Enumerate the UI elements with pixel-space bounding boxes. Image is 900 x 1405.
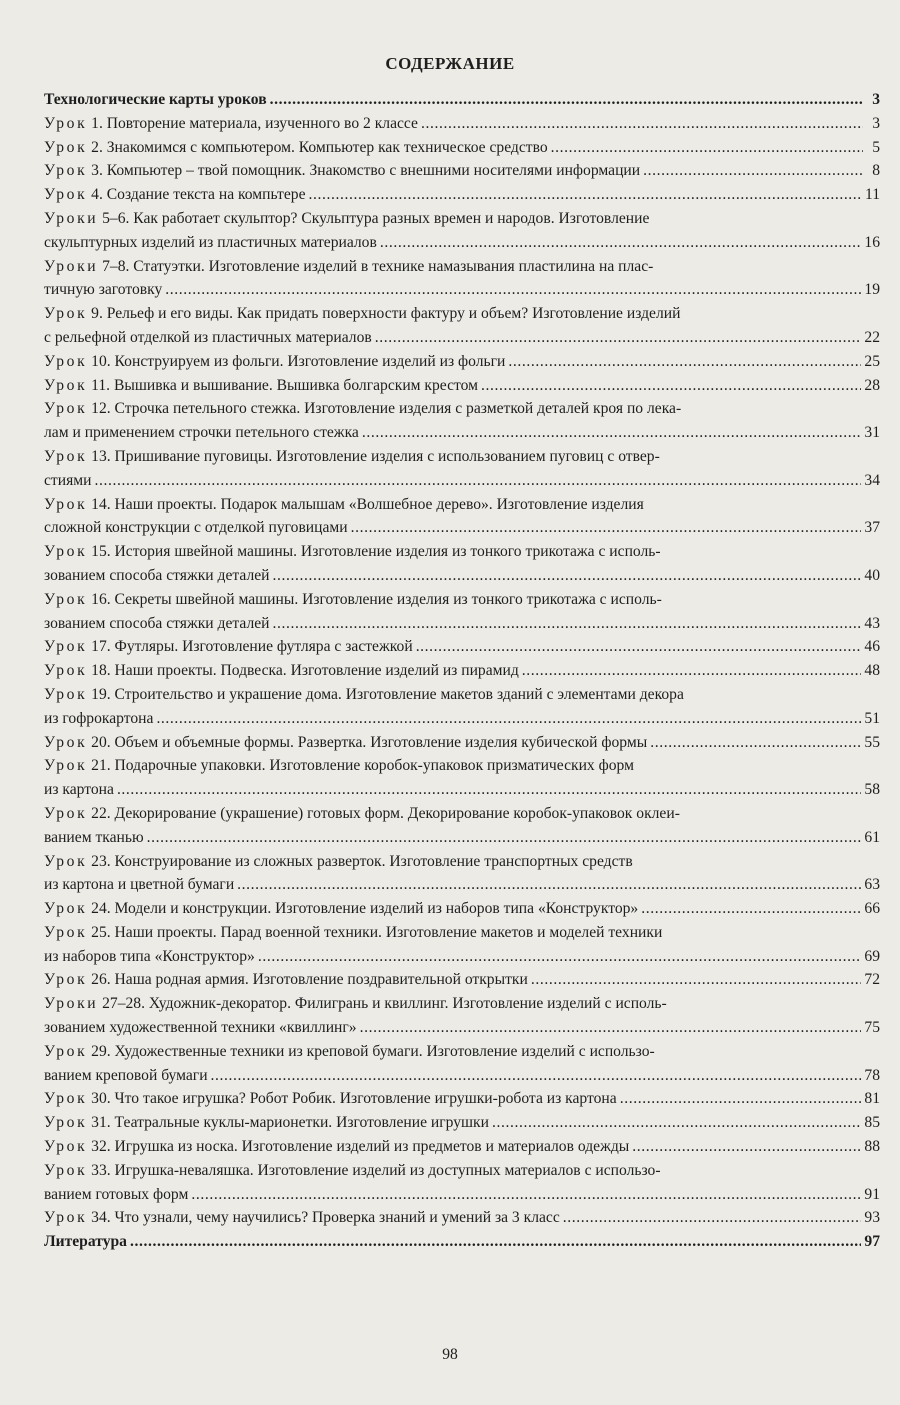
toc-page-number: 22: [864, 328, 880, 346]
toc-entry-text: 22. Декорирование (украшение) готовых форм. Декорирование коробок-упаковок оклеи-: [91, 804, 680, 822]
dot-leader: [156, 707, 861, 731]
toc-page-number: 5: [872, 138, 880, 156]
toc-entry-line: [44, 588, 880, 612]
toc-entry-line: [44, 778, 880, 802]
toc-entry-line: [44, 1064, 880, 1088]
table-of-contents: [44, 88, 880, 1254]
toc-entry: [44, 350, 880, 374]
toc-entry-line: [44, 683, 880, 707]
toc-entry-text: 31. Театральные куклы-марионетки. Изготовление игрушки: [91, 1114, 489, 1132]
toc-entry: [44, 445, 880, 493]
toc-entry: [44, 683, 880, 731]
toc-entry-line: [44, 1087, 880, 1111]
toc-entry-text: 3. Компьютер – твой помощник. Знакомство с внешними носителями информации: [91, 162, 641, 180]
toc-page-number: 91: [864, 1185, 880, 1203]
toc-entry: [44, 1087, 880, 1111]
toc-entry: [44, 374, 880, 398]
toc-entry-line: [44, 207, 880, 231]
toc-entry: [44, 207, 880, 255]
lesson-prefix: Урок: [44, 733, 88, 751]
toc-entry-line: [44, 754, 880, 778]
dot-leader: [481, 374, 861, 398]
lesson-prefix: Урок: [44, 923, 88, 941]
toc-entry: [44, 540, 880, 588]
lesson-prefix: Урок: [44, 1209, 88, 1227]
toc-entry: [44, 635, 880, 659]
dot-leader: [416, 635, 862, 659]
toc-entry: [44, 1111, 880, 1135]
toc-entry-text: 18. Наши проекты. Подвеска. Изготовление изделий из пирамид: [91, 662, 519, 680]
toc-entry-line: [44, 397, 880, 421]
toc-page-number: 11: [864, 186, 880, 204]
toc-entry-text: 5–6. Как работает скульптор? Скульптура разных времен и народов. Изготовление: [102, 209, 650, 227]
toc-entry: [44, 850, 880, 898]
toc-page-number: 40: [864, 566, 880, 584]
toc-entry-text: из наборов типа «Конструктор»: [44, 947, 255, 965]
toc-entry: [44, 731, 880, 755]
dot-leader: [273, 564, 862, 588]
toc-entry-line: [44, 1016, 880, 1040]
toc-entry-text: 2. Знакомимся с компьютером. Компьютер как техническое средство: [91, 138, 548, 156]
lesson-prefix: Урок: [44, 138, 88, 156]
lesson-prefix: Урок: [44, 495, 88, 513]
toc-entry-line: [44, 873, 880, 897]
toc-entry-line: [44, 850, 880, 874]
toc-entry: [44, 1135, 880, 1159]
toc-entry-text: из картона: [44, 781, 114, 799]
toc-entry-text: зованием способа стяжки деталей: [44, 566, 270, 584]
dot-leader: [360, 1016, 862, 1040]
page-title: СОДЕРЖАНИЕ: [385, 54, 515, 73]
toc-page-number: 63: [864, 876, 880, 894]
toc-entry-text: 7–8. Статуэтки. Изготовление изделий в технике намазывания пластилина на плас-: [102, 257, 654, 275]
lesson-prefix: Урок: [44, 376, 88, 394]
toc-page-number: 16: [864, 233, 880, 251]
toc-entry-text: 33. Игрушка-неваляшка. Изготовление изделий из доступных материалов с использо-: [91, 1161, 661, 1179]
lesson-prefix: Урок: [44, 305, 88, 323]
toc-entry-line: [44, 302, 880, 326]
toc-entry-line: [44, 326, 880, 350]
lesson-prefix: Урок: [44, 685, 88, 703]
toc-entry-text: 25. Наши проекты. Парад военной техники. Изготовление макетов и моделей техники: [91, 923, 663, 941]
toc-entry-text: 13. Пришивание пуговицы. Изготовление изделия с использованием пуговиц с отвер-: [91, 447, 660, 465]
toc-entry-line: [44, 826, 880, 850]
toc-page-number: 78: [864, 1066, 880, 1084]
lesson-prefix: Уроки: [44, 257, 99, 275]
toc-entry: [44, 397, 880, 445]
toc-entry-text: тичную заготовку: [44, 281, 163, 299]
toc-entry-text: скульптурных изделий из пластичных материалов: [44, 233, 377, 251]
toc-entry: [44, 588, 880, 636]
dot-leader: [165, 278, 861, 302]
toc-entry-line: [44, 802, 880, 826]
toc-entry: [44, 992, 880, 1040]
toc-entry-line: [44, 897, 880, 921]
lesson-prefix: Урок: [44, 400, 88, 418]
toc-page-number: 31: [864, 424, 880, 442]
toc-entry-text: лам и применением строчки петельного стежка: [44, 424, 359, 442]
toc-entry: [44, 159, 880, 183]
toc-page-number: 37: [864, 519, 880, 537]
toc-entry-text: 21. Подарочные упаковки. Изготовление коробок-упаковок призматических форм: [91, 757, 634, 775]
toc-entry-text: Технологические карты уроков: [44, 91, 267, 108]
toc-entry-line: [44, 516, 880, 540]
toc-entry-line: [44, 136, 880, 160]
lesson-prefix: Урок: [44, 352, 88, 370]
toc-entry-text: 20. Объем и объемные формы. Развертка. Изготовление изделия кубической формы: [91, 733, 648, 751]
toc-entry-text: 30. Что такое игрушка? Робот Робик. Изготовление игрушки-робота из картона: [91, 1090, 617, 1108]
toc-page-number: 97: [864, 1233, 880, 1251]
toc-entry-text: 23. Конструирование из сложных разверток. Изготовление транспортных средств: [91, 852, 633, 870]
toc-page-number: 58: [864, 781, 880, 799]
dot-leader: [211, 1064, 862, 1088]
toc-entry-line: [44, 540, 880, 564]
toc-entry-line: [44, 1230, 880, 1254]
toc-entry-text: 11. Вышивка и вышивание. Вышивка болгарским крестом: [91, 376, 479, 394]
toc-entry-text: с рельефной отделкой из пластичных материалов: [44, 328, 372, 346]
dot-leader: [380, 231, 862, 255]
toc-entry-line: [44, 968, 880, 992]
toc-entry-line: [44, 1159, 880, 1183]
toc-page-number: 81: [864, 1090, 880, 1108]
toc-entry-line: [44, 1183, 880, 1207]
dot-leader: [641, 897, 861, 921]
lesson-prefix: Урок: [44, 662, 88, 680]
lesson-prefix: Урок: [44, 852, 88, 870]
dot-leader: [191, 1183, 861, 1207]
toc-entry: [44, 1206, 880, 1230]
toc-entry-text: 29. Художественные техники из креповой бумаги. Изготовление изделий с использо-: [91, 1042, 655, 1060]
toc-entry: [44, 136, 880, 160]
toc-entry-text: 15. История швейной машины. Изготовление изделия из тонкого трикотажа с исполь-: [91, 543, 661, 561]
toc-page-number: 25: [864, 352, 880, 370]
dot-leader: [650, 731, 861, 755]
toc-entry-text: 16. Секреты швейной машины. Изготовление изделия из тонкого трикотажа с исполь-: [91, 590, 662, 608]
toc-page-number: 43: [864, 614, 880, 632]
dot-leader: [351, 516, 862, 540]
toc-entry-text: 26. Наша родная армия. Изготовление поздравительной открытки: [91, 971, 528, 989]
dot-leader: [643, 159, 863, 183]
toc-entry-text: Литература: [44, 1233, 127, 1251]
lesson-prefix: Урок: [44, 638, 88, 656]
toc-page-number: 55: [864, 733, 880, 751]
toc-page-number: 3: [872, 114, 880, 132]
toc-page-number: 51: [864, 709, 880, 727]
toc-entry-text: 1. Повторение материала, изученного во 2 классе: [91, 114, 418, 132]
toc-entry-line: [44, 1206, 880, 1230]
toc-entry-line: [44, 278, 880, 302]
toc-entry-line: [44, 659, 880, 683]
toc-entry-line: [44, 992, 880, 1016]
toc-entry-line: [44, 921, 880, 945]
toc-entry-line: [44, 707, 880, 731]
toc-entry-text: 27–28. Художник-декоратор. Филигрань и квиллинг. Изготовление изделий с исполь-: [102, 995, 667, 1013]
toc-page-number: 75: [864, 1019, 880, 1037]
toc-entry-text: 17. Футляры. Изготовление футляра с застежкой: [91, 638, 413, 656]
dot-leader: [508, 350, 861, 374]
toc-entry-line: [44, 421, 880, 445]
toc-entry: [44, 802, 880, 850]
toc-entry-text: из картона и цветной бумаги: [44, 876, 235, 894]
dot-leader: [258, 945, 862, 969]
toc-entry: [44, 659, 880, 683]
toc-entry-line: [44, 945, 880, 969]
toc-page-number: 61: [864, 828, 880, 846]
toc-entry: [44, 921, 880, 969]
toc-page-number: 66: [864, 900, 880, 918]
lesson-prefix: Урок: [44, 804, 88, 822]
lesson-prefix: Урок: [44, 757, 88, 775]
toc-page-number: 88: [864, 1138, 880, 1156]
toc-entry-text: 12. Строчка петельного стежка. Изготовление изделия с разметкой деталей кроя по лека-: [91, 400, 682, 418]
toc-entry-text: зованием способа стяжки деталей: [44, 614, 270, 632]
lesson-prefix: Урок: [44, 590, 88, 608]
toc-entry-text: стиями: [44, 471, 92, 489]
dot-leader: [130, 1230, 861, 1254]
lesson-prefix: Урок: [44, 162, 88, 180]
toc-entry: [44, 112, 880, 136]
toc-page-number: 28: [864, 376, 880, 394]
toc-page-number: 48: [864, 662, 880, 680]
lesson-prefix: Уроки: [44, 995, 99, 1013]
lesson-prefix: Урок: [44, 1042, 88, 1060]
toc-entry: [44, 754, 880, 802]
toc-entry-text: 32. Игрушка из носка. Изготовление изделий из предметов и материалов одежды: [91, 1138, 630, 1156]
toc-entry-line: [44, 564, 880, 588]
dot-leader: [421, 112, 863, 136]
lesson-prefix: Урок: [44, 447, 88, 465]
lesson-prefix: Урок: [44, 971, 88, 989]
toc-entry-line: [44, 350, 880, 374]
dot-leader: [237, 873, 861, 897]
toc-entry-line: [44, 88, 880, 112]
dot-leader: [309, 183, 862, 207]
toc-entry-line: [44, 183, 880, 207]
toc-entry: [44, 968, 880, 992]
toc-entry-line: [44, 635, 880, 659]
toc-page-number: 34: [864, 471, 880, 489]
toc-entry-line: [44, 469, 880, 493]
toc-entry-line: [44, 612, 880, 636]
toc-entry-line: [44, 1040, 880, 1064]
toc-entry: [44, 1159, 880, 1207]
dot-leader: [492, 1111, 861, 1135]
toc-entry-text: 10. Конструируем из фольги. Изготовление изделий из фольги: [91, 352, 506, 370]
toc-page-number: 46: [864, 638, 880, 656]
dot-leader: [620, 1087, 862, 1111]
toc-entry-text: зованием художественной техники «квиллинг»: [44, 1019, 357, 1037]
dot-leader: [531, 968, 862, 992]
toc-entry-text: ванием тканью: [44, 828, 144, 846]
toc-entry-line: [44, 231, 880, 255]
toc-page-number: 8: [872, 162, 880, 180]
toc-page-number: 85: [864, 1114, 880, 1132]
toc-entry: [44, 1040, 880, 1088]
lesson-prefix: Уроки: [44, 209, 99, 227]
toc-entry: [44, 183, 880, 207]
dot-leader: [94, 469, 861, 493]
toc-page-number: 19: [864, 281, 880, 299]
toc-entry-text: ванием креповой бумаги: [44, 1066, 208, 1084]
dot-leader: [632, 1135, 861, 1159]
lesson-prefix: Урок: [44, 900, 88, 918]
toc-entry-line: [44, 445, 880, 469]
dot-leader: [551, 136, 863, 160]
lesson-prefix: Урок: [44, 114, 88, 132]
lesson-prefix: Урок: [44, 186, 88, 204]
dot-leader: [362, 421, 862, 445]
lesson-prefix: Урок: [44, 543, 88, 561]
toc-entry-line: [44, 731, 880, 755]
toc-entry-line: [44, 112, 880, 136]
dot-leader: [522, 659, 862, 683]
toc-entry-text: из гофрокартона: [44, 709, 154, 727]
dot-leader: [117, 778, 861, 802]
toc-entry-text: 14. Наши проекты. Подарок малышам «Волшебное дерево». Изготовление изделия: [91, 495, 644, 513]
toc-entry: [44, 493, 880, 541]
toc-entry-text: ванием готовых форм: [44, 1185, 189, 1203]
dot-leader: [270, 88, 863, 112]
lesson-prefix: Урок: [44, 1114, 88, 1132]
toc-page-number: 93: [864, 1209, 880, 1227]
toc-entry-text: 9. Рельеф и его виды. Как придать поверхности фактуру и объем? Изготовление изделий: [91, 305, 681, 323]
dot-leader: [147, 826, 862, 850]
toc-entry: [44, 302, 880, 350]
dot-leader: [563, 1206, 862, 1230]
toc-entry-line: [44, 159, 880, 183]
toc-entry-text: 4. Создание текста на компьтере: [91, 186, 306, 204]
toc-entry-text: сложной конструкции с отделкой пуговицами: [44, 519, 348, 537]
toc-entry: [44, 255, 880, 303]
dot-leader: [375, 326, 862, 350]
toc-entry-line: [44, 374, 880, 398]
toc-entry-line: [44, 493, 880, 517]
dot-leader: [273, 612, 862, 636]
toc-entry-text: 24. Модели и конструкции. Изготовление изделий из наборов типа «Конструктор»: [91, 900, 639, 918]
toc-entry-line: [44, 1135, 880, 1159]
page-number: 98: [442, 1346, 458, 1363]
toc-entry-line: [44, 255, 880, 279]
toc-entry: [44, 897, 880, 921]
toc-entry-line: [44, 1111, 880, 1135]
toc-entry: [44, 1230, 880, 1254]
toc-page-number: 69: [864, 947, 880, 965]
toc-entry-text: 19. Строительство и украшение дома. Изготовление макетов зданий с элементами декора: [91, 685, 684, 703]
lesson-prefix: Урок: [44, 1090, 88, 1108]
lesson-prefix: Урок: [44, 1161, 88, 1179]
lesson-prefix: Урок: [44, 1138, 88, 1156]
toc-page-number: 3: [872, 91, 880, 108]
toc-page-number: 72: [864, 971, 880, 989]
toc-entry: [44, 88, 880, 112]
toc-entry-text: 34. Что узнали, чему научились? Проверка знаний и умений за 3 класс: [91, 1209, 560, 1227]
